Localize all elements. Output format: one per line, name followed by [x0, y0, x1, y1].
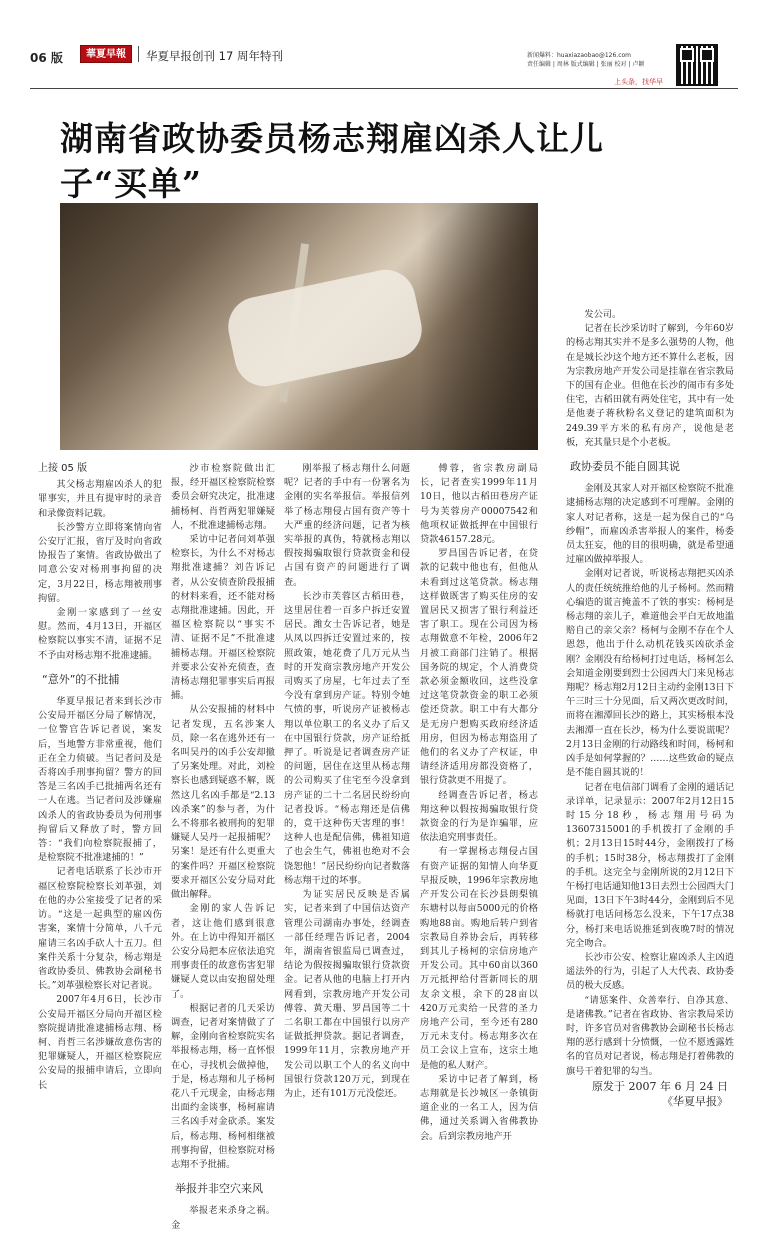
- paragraph: 长沙市芙蓉区古稻田巷，这里居住着一百多户拆迁安置居民。潍女士告诉记者，她是从凤以四拆迁安置过来的，按照政策，她花费了几万元从当时的开发商宗教房地产开发公司购买了房屋，七年过去了至今没有拿到房产证。特别令她气愤的事，听说房产证被杨志翔以单位职工的名义办了后又在中国银行贷款，房产证给抵押了。听说是记者调查房产证的问题，居住在这里从杨志翔的公司购买了住宅至今没拿到房产证的二十二名居民纷纷向记者投诉。“杨志翔还是信佛的，竟干这种伤天害理的事！这种人也是配信佛，佛祖知道了也会生气，佛祖也绝对不会饶恕他！”居民纷纷向记者数落杨志翔干过的坏事。: [284, 590, 410, 886]
- column-5-paragraphs-2: [566, 482, 734, 1079]
- original-source: 《华夏早报》: [662, 1094, 728, 1108]
- slogan: 上头条，找华早: [614, 78, 663, 86]
- column-2-paragraphs: [171, 462, 275, 1172]
- paragraph: 采访中记者问刘革强检察长，为什么不对杨志翔批准逮捕？刘告诉记者，从公安侦查阶段报捕的材料来看，还不能对杨志翔批准逮捕。因此，开福区检察院以“事实不清、证据不足”不批准逮捕杨志翔。开福区检察院并要求公安补充侦查，查清杨志翔犯罪事实后再报捕。: [171, 534, 275, 702]
- header-rule: [30, 88, 738, 89]
- editor-credits: 责任编辑 | 周林 版式编辑 | 张丽 校对 | 卢颖: [527, 61, 645, 68]
- paragraph: 傅蓉，省宗教房副局长，记者查实1999年11月10日，他以古稻田巷房产证号为芙蓉房产00007542和他项权证做抵押在中国银行贷款46157.28元。: [420, 463, 538, 546]
- paragraph: 华夏早报记者来到长沙市公安局开福区分局了解情况，一位警官告诉记者说，案发后，当地警方非常重视，他们正在全力侦破。当记者问及是否将凶手刑事拘留？警方的回答是三名凶手已批捕两名还有一人在逃。当记者问及涉嫌雇凶杀人的省政协委员为何刑事拘留后又释放了时，警方回答：“我们向检察院报捕了，是检察院不批准逮捕的！”: [38, 696, 162, 864]
- paragraph: 根据记者的几天采访调查，记者对案情做了了解，金刚向省检察院实名举报杨志翔，杨一直怀恨在心，寻找机会做掉他，于是，杨志翔和儿子杨柯花八千元现金，由杨志翔出面约金谈事，杨柯雇请三名凶手对金砍杀。案发后，杨志翔、杨柯相继被刑事拘留，但检察院对杨志翔不予批捕。: [171, 1002, 275, 1170]
- column-1-paragraphs-2: [38, 695, 162, 1093]
- paragraph: 金刚的家人告诉记者，这让他们感到很意外。在上访中得知开福区公安分局把本应依法追究刑事责任的故意伤害犯罪嫌疑人竟以由安抱留处理了。: [171, 903, 275, 1000]
- article-column-2: [171, 462, 275, 1231]
- contact-info: [527, 51, 644, 69]
- paragraph: 罗昌国告诉记者，在贷款的记载中他也有，但他从未看到过这笔贷款。杨志翔这样做既害了购买住房的安置居民又损害了银行利益还害了职工。现在公司因为杨志翔做意不年检，2006年2月被工商部门注销了。根据国务院的规定，个人消费贷款必须金额收回，这些没拿过这笔贷款资金的职工必须偿还贷款。职工中有大都分是无房户想购买政府经济适用房，但因为杨志翔盗用了他们的名义办了产权证，申请经济适用房都没资格了，银行贷款更不用提了。: [420, 548, 538, 787]
- paragraph: 记者在长沙采访时了解到，今年60岁的杨志翔其实并不是多么强势的人物，他在是城长沙这个地方还不算什么老板，因为宗教房地产开发公司是挂靠在省宗教局下的国有企业。但他在长沙的闹市有多处住宅，古稻田就有两处住宅，其中有一处是他妻子蒋秋粉名义登记的建筑面积为249.39平方米的私有房产，说他是老板，充其量只是个小老板。: [566, 323, 734, 448]
- column-1-paragraphs: [38, 478, 162, 663]
- article-column-4: [420, 462, 538, 1142]
- photo-detail: [223, 264, 428, 392]
- column-3-paragraphs: [284, 462, 410, 1101]
- paragraph: 采访中记者了解到，杨志翔就是长沙城区一条镇街道企业的一名工人，因为信佛，通过关系调入省佛教协会。后到宗教房地产开: [420, 1073, 538, 1142]
- masthead-logo: 華夏早報: [80, 45, 132, 63]
- paragraph: 经调查告诉记者，杨志翔这种以假按揭骗取银行贷款资金的行为是诈骗罪，应依法追究刑事责任。: [420, 789, 538, 844]
- paragraph: 记者电话联系了长沙市开福区检察院检察长刘革强，刘在他的办公室接受了记者的采访。“这是一起典型的雇凶伤害案，案情十分简单，八千元雇请三名凶手砍人十五刀。但案件关系十分复杂，杨志翔是省政协委员、佛教协会副秘书长。”刘革强检察长对记者说。: [38, 866, 162, 992]
- photo-shadow: [420, 203, 538, 450]
- paragraph: 为证实居民反映是否属实，记者来到了中国信达资产管理公司湖南办事处，经调查一部任经理告诉记者，2004年，湖南省银监局已调查过，结论为假按揭骗取银行贷款资金。记者从他的电脑上打开内网看到，宗教房地产开发公司傅蓉、黄天珊、罗昌国等二十二名职工都在中国银行以房产证做抵押贷款。据记者调查，1999年11月，宗教房地产开发公司以职工个人的名义向中国银行贷款120万元，到现在为止，还有101万元没偿还。: [284, 889, 410, 1099]
- paragraph: 记者在电信部门调看了金刚的通话记录详单，记录显示：2007年2月12日15时15分18秒，杨志翔用号码为13607315001的手机拨打了金刚的手机；2月13日15时44分，金刚拨打了杨的手机；15时38分，杨志翔拨打了金刚的手机。这完全与金刚所说的2月12日下午杨打电话通知他13日去烈士公园西大门见面，13日下午3时44分，金刚到后不见杨就打电话问杨怎么没来，下午17点38分，杨打来电话说推延到夜晚7时的情况完全吻合。: [566, 781, 734, 949]
- subheading-cannot-justify: 政协委员不能自圆其说: [570, 460, 680, 474]
- paragraph: 发公司。: [584, 309, 622, 320]
- paragraph: 从公安报捕的材料中记者发现，五名涉案人员，除一名在逃外还有一名叫吴丹的凶手公安却撤了另案处理。对此，刘检察长也感到疑惑不解，既然这几名凶手都是“2.13凶杀案”的参与者，为什么不将那名被刑拘的犯罪嫌疑人吴丹一起报捕呢？另案！是还有什么更重大的案件吗？开福区检察院要求开福区公安分局对此做出解释。: [171, 704, 275, 901]
- contact-email: 新闻爆料：huaxiazaobao@126.com: [527, 52, 632, 59]
- paragraph: 举报老来杀身之祸。金: [171, 1205, 275, 1231]
- qr-code-icon: [676, 44, 718, 86]
- page-number: 06 版: [30, 51, 63, 65]
- paragraph: 长沙警方立即将案情向省公安厅汇报，省厅及时向省政协报告了案情。省政协做出了同意公安对杨刑事拘留的决定，3月22日，杨志翔被刑事拘留。: [38, 521, 162, 604]
- paragraph: “请惩案件、众善奉行、自净其意、是诸佛教。”记者在省政协、省宗教局采访时，许多官员对省佛教协会副秘书长杨志翔的恶行感到十分愤慨，一位不愿透露姓名的官员对记者说，杨志翔是打着佛教的旗号干着犯罪的勾当。: [566, 994, 734, 1077]
- news-photo: [60, 203, 538, 450]
- paragraph: 其父杨志翔雇凶杀人的犯罪事实，并且有提审时的录音和录像资料记载。: [38, 479, 162, 519]
- column-2-paragraphs-2: [171, 1204, 275, 1232]
- article-title: 湖南省政协委员杨志翔雇凶杀人让儿子“买单”: [60, 119, 604, 203]
- paragraph: 金刚对记者说，听说杨志翔把买凶杀人的责任统统推给他的儿子杨柯。然而精心编造的谎言掩盖不了铁的事实：杨柯是杨志翔的亲儿子，难道他会平白无故地滥赔自己的亲父亲？杨柯与金刚不存在个人恩怨，他出于什么动机花钱买凶砍杀金刚？金刚没有给杨柯打过电话，杨柯怎么会知道金刚要到烈士公园西大门来见杨志翔呢？杨志翔2月12日主动约金刚13日下午三时三十分见面，后又两次更改时间，而将在湘潭回长沙的路上，其实杨根本没去湘潭一直在长沙，杨为什么要说谎呢？2月13日金刚的行动路线和时间，杨柯和凶手是如何掌握的？……这些致命的疑点是不能自圆其说的！: [566, 568, 734, 779]
- paragraph: 长沙市公安、检察让雇凶杀人主凶逍遥法外的行为，引起了人大代表、政协委员的极大反感。: [566, 951, 734, 992]
- paragraph: 刚举报了杨志翔什么问题呢？记者的手中有一份署名为金刚的实名举报信。举报信列举了杨志翔侵占国有资产等十大严重的经济问题，记者为核实举报的真伪，特就杨志翔以假按揭骗取银行贷款资金和侵占国有资产的问题进行了调查。: [284, 463, 410, 588]
- paragraph: 金刚一家感到了一丝安慰。然而，4月13日，开福区检察院以事实不清，证据不足不予由对杨志翔不批准逮捕。: [38, 607, 162, 661]
- column-5-paragraphs: [566, 308, 734, 450]
- paragraph: 金刚及其家人对开福区检察院不批准逮捕杨志翔的决定感到不可理解。金刚的家人对记者称，这是一起为保自己的“乌纱帽”，而雇凶杀害举报人的案件，杨委员太狂妄，他的目的很明确，就是希望通过雇凶做掉举报人。: [566, 483, 734, 566]
- column-4-paragraphs: [420, 462, 538, 1144]
- paragraph: 沙市检察院做出汇报，经开福区检察院检察委员会研究决定，批准逮捕杨柯、肖哲两犯罪嫌疑人，不批准逮捕杨志翔。: [171, 463, 275, 531]
- page-header: [0, 0, 766, 92]
- paragraph: 有一掌握杨志翔侵占国有资产证据的知情人向华夏早报反映，1996年宗教房地产开发公司在长沙县朗梨镇东塘村以每亩5000元的价格购地88亩。购地后转户到省宗教局自养协会后，再转移到其儿子杨柯的宗信房地产开发公司。其中60亩以360万元抵押给付晋新同长的朋友余文根，余下的28亩以420万元卖给一民营的圣力房地产公司，至今还有280万元未支付。杨志翔多次在员工会议上宣布，这宗土地是他的私人财产。: [420, 846, 538, 1071]
- subheading-report-not-baseless: 举报并非空穴来风: [175, 1182, 263, 1196]
- original-date: 原发于 2007 年 6 月 24 日: [592, 1079, 728, 1093]
- header-divider: [138, 46, 139, 62]
- subheading-unexpected-no-arrest: “意外”的不批捕: [42, 672, 120, 686]
- special-edition-title: 华夏早报创刊 17 周年特刊: [146, 49, 283, 63]
- article-column-1: [38, 462, 162, 1091]
- paragraph: 2007年4月6日，长沙市公安局开福区分局向开福区检察院提请批准逮捕杨志翔、杨柯、肖哲三名涉嫌故意伤害的犯罪嫌疑人，开福区检察院应公安局的报捕申请后，立即向长: [38, 994, 162, 1091]
- article-column-3: [284, 462, 410, 1099]
- article-column-5: [566, 308, 734, 1108]
- continued-from: 上接 05 版: [38, 463, 88, 474]
